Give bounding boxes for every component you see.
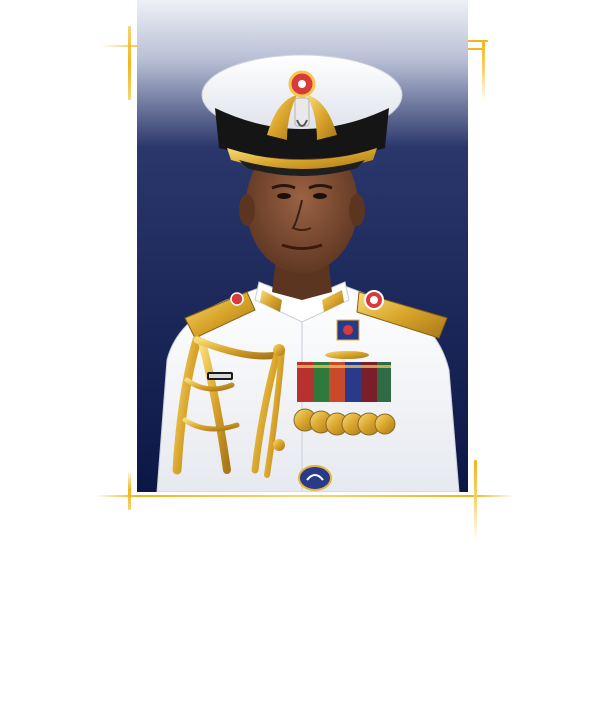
name-tag [207,372,233,380]
frame-bottom-horizontal [95,495,515,497]
frame-top-right-vertical [482,40,485,102]
frame-bottom-left-vertical [128,470,131,510]
frame-top-left-vertical [128,26,131,100]
officer-portrait [137,0,468,492]
pocket-emblem-icon [299,466,331,490]
medal-ribbons [297,362,391,402]
frame-bottom-right-vertical [474,460,477,540]
